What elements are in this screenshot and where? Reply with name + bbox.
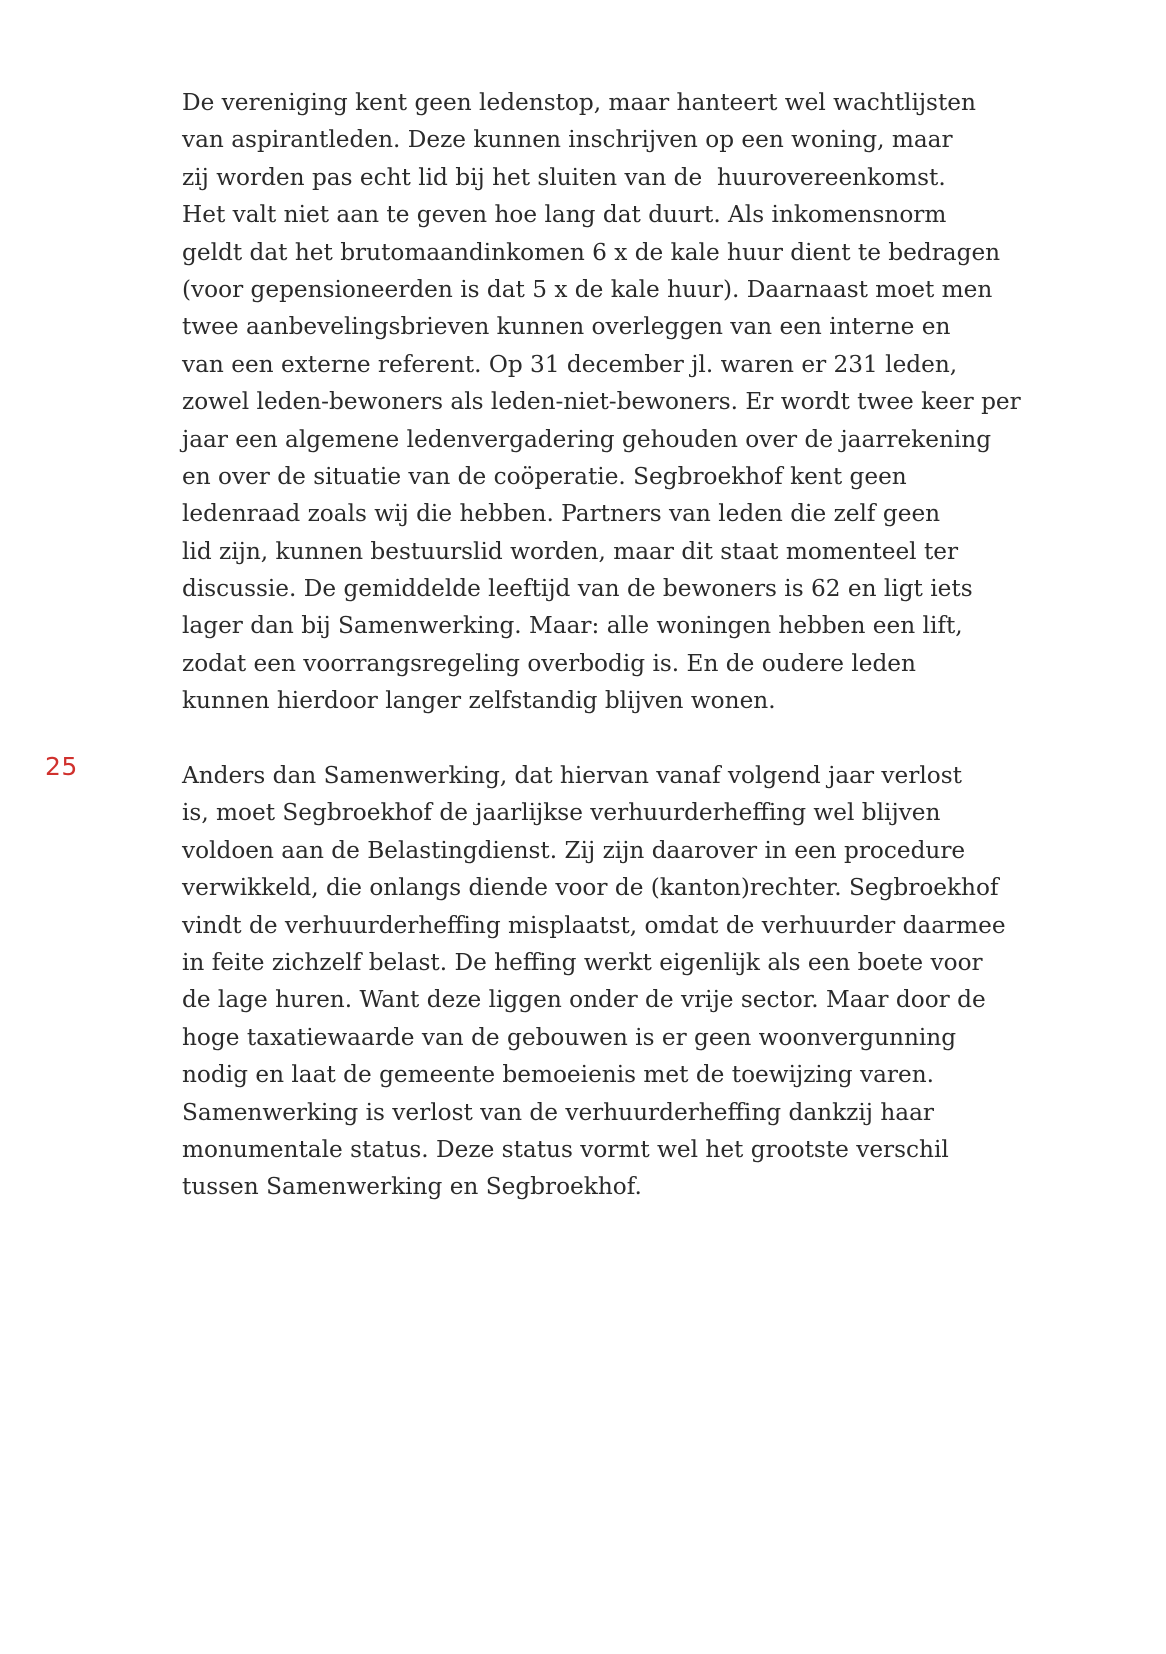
text-line: de lage huren. Want deze liggen onder de vrije sector. Maar door de	[182, 986, 986, 1014]
text-line: Samenwerking is verlost van de verhuurderheffing dankzij haar	[182, 1098, 934, 1126]
paragraph-landlord-levy	[182, 757, 1062, 1206]
text-line: geldt dat het brutomaandinkomen 6 x de kale huur dient te bedragen	[182, 238, 1001, 266]
text-line: van aspirantleden. Deze kunnen inschrijven op een woning, maar	[182, 126, 953, 154]
text-line: kunnen hierdoor langer zelfstandig blijven wonen.	[182, 687, 776, 715]
text-line: discussie. De gemiddelde leeftijd van de bewoners is 62 en ligt iets	[182, 575, 973, 603]
body-text	[182, 84, 1062, 1206]
text-line: ledenraad zoals wij die hebben. Partners van leden die zelf geen	[182, 500, 941, 528]
text-line: en over de situatie van de coöperatie. Segbroekhof kent geen	[182, 462, 907, 490]
paragraph-membership	[182, 84, 1062, 720]
text-line: tussen Samenwerking en Segbroekhof.	[182, 1173, 642, 1201]
text-line: lager dan bij Samenwerking. Maar: alle woningen hebben een lift,	[182, 612, 963, 640]
text-line: (voor gepensioneerden is dat 5 x de kale huur). Daarnaast moet men	[182, 275, 993, 303]
text-line: twee aanbevelingsbrieven kunnen overleggen van een interne en	[182, 313, 951, 341]
text-line: zowel leden-bewoners als leden-niet-bewoners. Er wordt twee keer per	[182, 388, 1021, 416]
page-number: 25	[45, 752, 78, 781]
text-line: zodat een voorrangsregeling overbodig is. En de oudere leden	[182, 649, 916, 677]
text-line: monumentale status. Deze status vormt wel het grootste verschil	[182, 1135, 949, 1163]
text-line: zij worden pas echt lid bij het sluiten van de huurovereenkomst.	[182, 163, 946, 191]
text-line: De vereniging kent geen ledenstop, maar hanteert wel wachtlijsten	[182, 89, 976, 116]
text-line: nodig en laat de gemeente bemoeienis met de toewijzing varen.	[182, 1061, 935, 1089]
text-line: Anders dan Samenwerking, dat hiervan vanaf volgend jaar verlost	[182, 762, 962, 790]
text-line: is, moet Segbroekhof de jaarlijkse verhuurderheffing wel blijven	[182, 799, 941, 827]
text-line: lid zijn, kunnen bestuurslid worden, maar dit staat momenteel ter	[182, 537, 959, 565]
text-line: hoge taxatiewaarde van de gebouwen is er geen woonvergunning	[182, 1023, 957, 1051]
text-line: jaar een algemene ledenvergadering gehouden over de jaarrekening	[182, 425, 992, 453]
text-line: in feite zichzelf belast. De heffing werkt eigenlijk als een boete voor	[182, 948, 983, 976]
text-line: voldoen aan de Belastingdienst. Zij zijn daarover in een procedure	[182, 836, 966, 864]
text-line: Het valt niet aan te geven hoe lang dat duurt. Als inkomensnorm	[182, 201, 947, 229]
text-line: verwikkeld, die onlangs diende voor de (kanton)rechter. Segbroekhof	[182, 874, 999, 902]
text-line: vindt de verhuurderheffing misplaatst, omdat de verhuurder daarmee	[182, 911, 1006, 939]
text-line: van een externe referent. Op 31 december jl. waren er 231 leden,	[182, 350, 958, 378]
